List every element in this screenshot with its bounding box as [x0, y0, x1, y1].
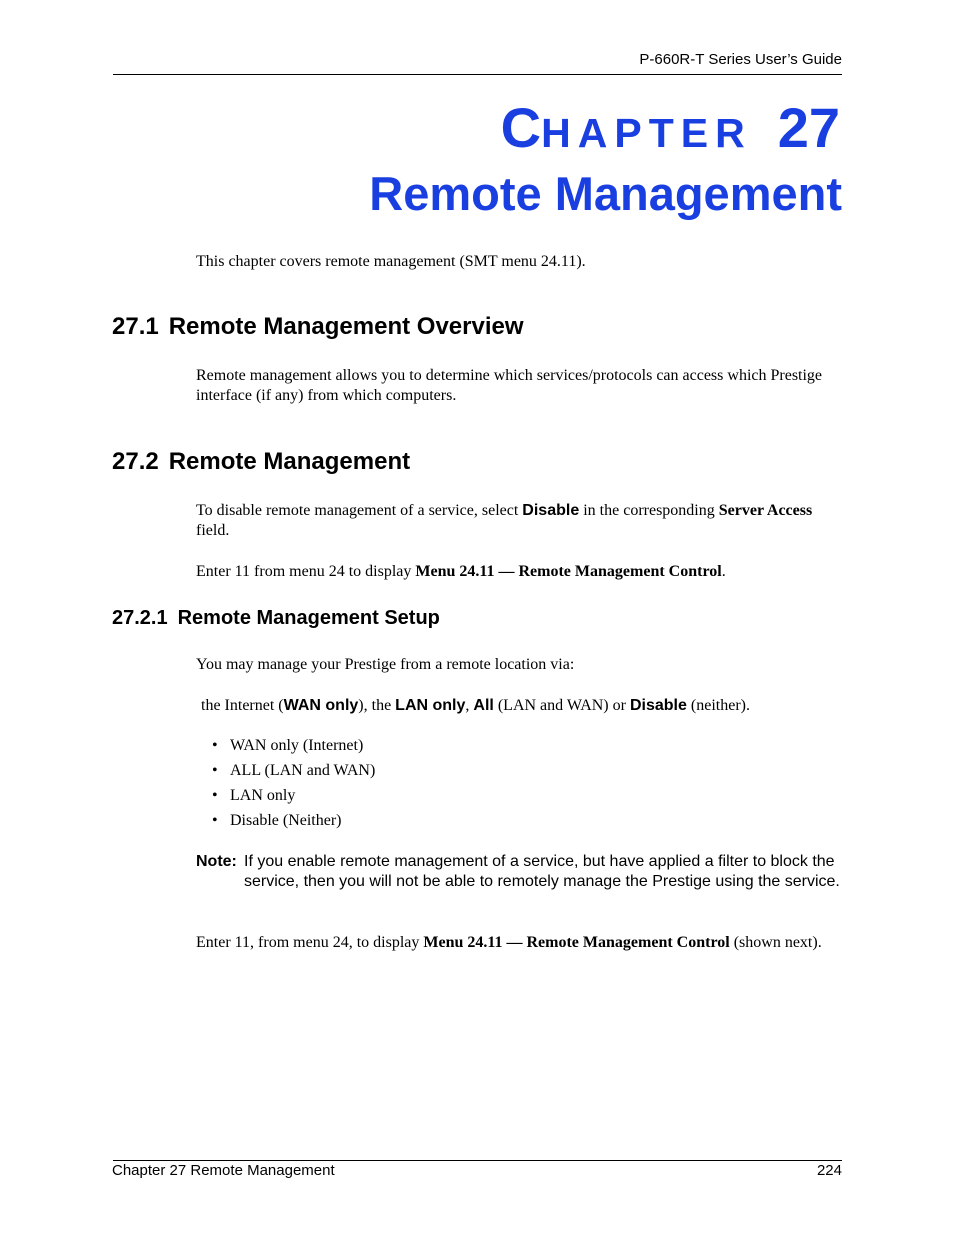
section-number: 27.2: [112, 448, 159, 475]
text-run: in the corresponding: [579, 502, 719, 519]
chapter-title: Remote Management: [369, 167, 842, 220]
text-run: To disable remote management of a service, select: [196, 502, 523, 519]
ui-term-server-access: Server Access: [718, 502, 813, 519]
chapter-label-rest: HAPTER: [541, 110, 752, 156]
text-run: field.: [196, 522, 230, 539]
disable-paragraph: [196, 501, 842, 541]
text-run: ,: [465, 697, 474, 714]
text-run: (shown next).: [729, 934, 822, 951]
note-block: [196, 852, 842, 892]
running-header: P-660R-T Series User’s Guide: [639, 51, 842, 68]
section-number: 27.1: [112, 313, 159, 340]
overview-paragraph: Remote management allows you to determine which services/protocols can access which Prestige interface (if any) from which computers.: [196, 367, 823, 404]
subsection-number: 27.2.1: [112, 607, 168, 629]
footer-rule: [113, 1160, 842, 1161]
ui-term-wan-only: WAN only: [283, 697, 359, 714]
list-item: • Disable (Neither): [212, 811, 375, 836]
text-run: Enter 11, from menu 24, to display: [196, 934, 424, 951]
text-run: (LAN and WAN) or: [493, 697, 630, 714]
list-item: • WAN only (Internet): [212, 736, 375, 761]
ui-term-all: All: [473, 697, 494, 714]
list-item: • LAN only: [212, 786, 375, 811]
section-heading-remote-management: [112, 448, 410, 476]
note-label: Note:: [196, 853, 237, 870]
access-options-list: [212, 736, 375, 836]
header-rule: [113, 74, 842, 75]
text-run: (neither).: [686, 697, 750, 714]
text-run: the Internet (: [201, 697, 284, 714]
ui-term-disable: Disable: [522, 502, 580, 519]
menu-reference: Menu 24.11 — Remote Management Control: [423, 934, 730, 951]
chapter-label-initial: C: [500, 96, 542, 159]
chapter-number: 27: [777, 96, 840, 159]
section-heading-overview: [112, 313, 524, 341]
section-title: Remote Management Overview: [168, 313, 524, 340]
text-run: .: [721, 563, 726, 580]
text-run: ), the: [358, 697, 396, 714]
note-text: If you enable remote management of a service, but have applied a filter to block the service, then you will not be able to remotely manage the Prestige using the service.: [244, 853, 840, 890]
access-options-paragraph: [201, 696, 847, 716]
chapter-label: [500, 96, 840, 159]
text-run: Enter 11 from menu 24 to display: [196, 563, 416, 580]
menu-reference: Menu 24.11 — Remote Management Control: [415, 563, 722, 580]
menu-paragraph: [196, 562, 842, 582]
setup-paragraph: You may manage your Prestige from a remote location via:: [196, 656, 575, 673]
ui-term-lan-only: LAN only: [395, 697, 466, 714]
section-title: Remote Management: [168, 448, 411, 475]
subsection-heading-setup: [112, 607, 440, 630]
intro-paragraph: This chapter covers remote management (SMT menu 24.11).: [196, 253, 586, 270]
subsection-title: Remote Management Setup: [177, 607, 440, 629]
footer-chapter-title: Chapter 27 Remote Management: [112, 1162, 335, 1179]
shown-next-paragraph: [196, 933, 842, 953]
ui-term-disable: Disable: [629, 697, 687, 714]
page-number: 224: [816, 1162, 842, 1179]
list-item: • ALL (LAN and WAN): [212, 761, 375, 786]
